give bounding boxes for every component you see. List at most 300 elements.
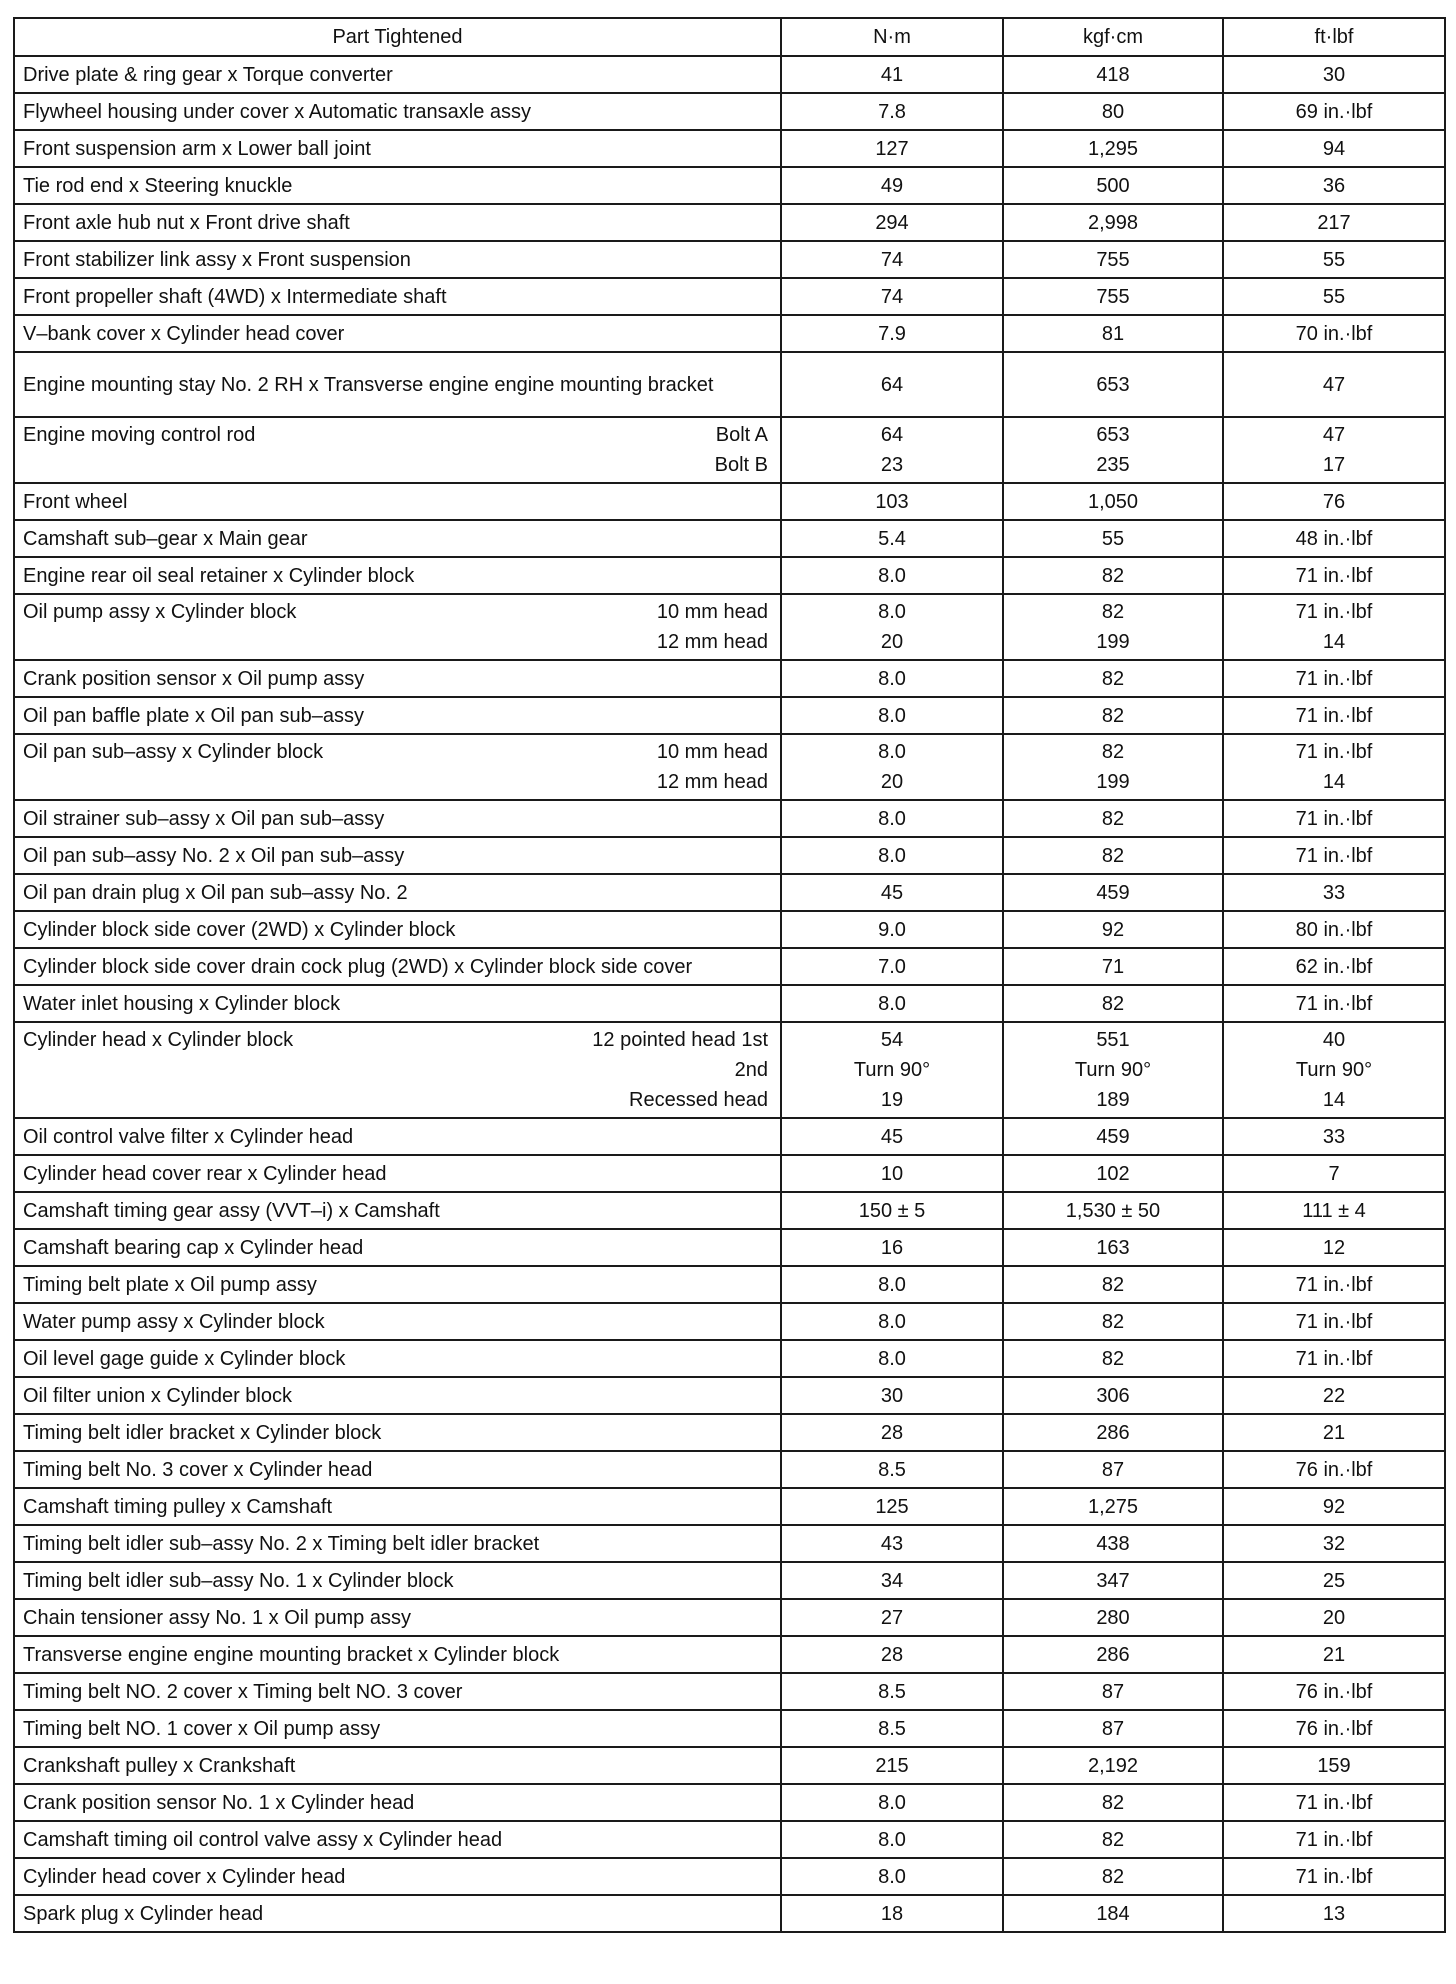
ftlbf-value: 71 in.·lbf	[1295, 1347, 1373, 1370]
part-name: Cylinder block side cover drain cock plug (2WD) x Cylinder block side cover	[23, 955, 693, 978]
part-cell	[14, 1747, 781, 1784]
ftlbf-cell	[1223, 1673, 1445, 1710]
kgfcm-cell	[1003, 594, 1223, 660]
ftlbf-cell	[1223, 130, 1445, 167]
ftlbf-value: 7	[1328, 1162, 1340, 1185]
ftlbf-value: 111 ± 4	[1302, 1199, 1366, 1222]
part-cell	[14, 697, 781, 734]
kgfcm-cell	[1003, 734, 1223, 800]
part-cell-content	[23, 1196, 768, 1226]
nm-cell	[781, 837, 1003, 874]
table-row	[14, 278, 1445, 315]
ftlbf-value: 48 in.·lbf	[1295, 527, 1373, 550]
table-row	[14, 948, 1445, 985]
kgfcm-value: 1,295	[1087, 137, 1139, 160]
part-name: Cylinder head x Cylinder block	[23, 1029, 294, 1051]
nm-value: 125	[875, 1495, 909, 1518]
header-nm: N·m	[781, 18, 1003, 56]
nm-value: 20	[880, 631, 904, 653]
part-name: Oil pan drain plug x Oil pan sub–assy No. 2	[23, 881, 408, 904]
nm-cell	[781, 1562, 1003, 1599]
kgfcm-cell	[1003, 1821, 1223, 1858]
part-name: Transverse engine engine mounting bracket x Cylinder block	[23, 1643, 560, 1666]
ftlbf-cell	[1223, 660, 1445, 697]
part-name: Camshaft timing oil control valve assy x Cylinder head	[23, 1828, 503, 1851]
part-cell-content	[23, 245, 768, 275]
part-cell	[14, 594, 781, 660]
kgfcm-cell	[1003, 167, 1223, 204]
part-name: Front suspension arm x Lower ball joint	[23, 137, 371, 160]
part-cell-content	[23, 1122, 768, 1152]
fastener-sublabels	[657, 597, 768, 657]
table-row	[14, 1192, 1445, 1229]
nm-value: 8.0	[878, 807, 906, 830]
nm-value: 8.0	[878, 564, 906, 587]
part-cell-content	[23, 1788, 768, 1818]
part-cell	[14, 1525, 781, 1562]
part-name: Chain tensioner assy No. 1 x Oil pump assy	[23, 1606, 411, 1629]
nm-value: 294	[875, 211, 909, 234]
ftlbf-cell	[1223, 911, 1445, 948]
part-name: Oil strainer sub–assy x Oil pan sub–assy	[23, 807, 385, 830]
part-name: Front wheel	[23, 490, 128, 513]
ftlbf-cell	[1223, 1340, 1445, 1377]
kgfcm-value: 235	[1096, 454, 1130, 476]
kgfcm-cell	[1003, 204, 1223, 241]
part-cell	[14, 520, 781, 557]
part-name: Water inlet housing x Cylinder block	[23, 992, 341, 1015]
nm-cell	[781, 1525, 1003, 1562]
nm-cell	[781, 1377, 1003, 1414]
fastener-sublabel: 10 mm head	[656, 741, 768, 763]
table-row	[14, 594, 1445, 660]
fastener-sublabels	[592, 1025, 768, 1115]
nm-value: 54	[880, 1029, 904, 1051]
part-cell-content	[23, 561, 768, 591]
part-cell-content	[23, 171, 768, 201]
fastener-sublabel: 12 pointed head 1st	[592, 1029, 768, 1051]
part-cell	[14, 800, 781, 837]
kgfcm-value: 82	[1101, 564, 1125, 587]
nm-cell	[781, 734, 1003, 800]
nm-value: 64	[880, 373, 904, 396]
part-name: Water pump assy x Cylinder block	[23, 1310, 325, 1333]
ftlbf-cell	[1223, 1414, 1445, 1451]
nm-value: 8.5	[878, 1680, 906, 1703]
kgfcm-value: 82	[1101, 704, 1125, 727]
part-name: Front axle hub nut x Front drive shaft	[23, 211, 350, 234]
ftlbf-value: 33	[1322, 1125, 1346, 1148]
table-row	[14, 1858, 1445, 1895]
part-name: Timing belt NO. 1 cover x Oil pump assy	[23, 1717, 381, 1740]
kgfcm-value: 82	[1101, 1273, 1125, 1296]
kgfcm-cell	[1003, 241, 1223, 278]
nm-value: 74	[880, 248, 904, 271]
kgfcm-value: 81	[1101, 322, 1125, 345]
part-cell	[14, 93, 781, 130]
part-cell-content	[23, 597, 768, 657]
table-row	[14, 1488, 1445, 1525]
kgfcm-cell	[1003, 837, 1223, 874]
ftlbf-value: 76 in.·lbf	[1295, 1717, 1373, 1740]
part-name: Camshaft bearing cap x Cylinder head	[23, 1236, 364, 1259]
kgfcm-cell	[1003, 1340, 1223, 1377]
table-row	[14, 1022, 1445, 1118]
part-cell	[14, 1340, 781, 1377]
part-cell	[14, 1155, 781, 1192]
part-cell-content	[23, 208, 768, 238]
kgfcm-value: 459	[1096, 881, 1130, 904]
part-cell-content	[23, 487, 768, 517]
nm-value: 8.0	[878, 1828, 906, 1851]
part-cell	[14, 1414, 781, 1451]
ftlbf-value: 69 in.·lbf	[1295, 100, 1373, 123]
kgfcm-value: 163	[1096, 1236, 1130, 1259]
ftlbf-value: 71 in.·lbf	[1295, 741, 1373, 763]
part-cell	[14, 837, 781, 874]
ftlbf-value: 14	[1322, 771, 1346, 793]
nm-value: 28	[880, 1643, 904, 1666]
kgfcm-value: 653	[1096, 373, 1130, 396]
kgfcm-cell	[1003, 697, 1223, 734]
part-cell-content	[23, 1307, 768, 1337]
kgfcm-value: 87	[1101, 1458, 1125, 1481]
fastener-sublabel: 2nd	[734, 1059, 768, 1081]
kgfcm-value: 1,275	[1087, 1495, 1139, 1518]
kgfcm-value: 55	[1101, 527, 1125, 550]
part-cell-content	[23, 420, 768, 480]
part-cell-content	[23, 282, 768, 312]
kgfcm-cell	[1003, 93, 1223, 130]
ftlbf-value: Turn 90°	[1295, 1059, 1373, 1081]
kgfcm-value: 653	[1096, 424, 1130, 446]
part-cell	[14, 167, 781, 204]
nm-value: 8.0	[878, 601, 906, 623]
kgfcm-value: 2,998	[1087, 211, 1139, 234]
kgfcm-value: 1,050	[1087, 490, 1139, 513]
table-row	[14, 167, 1445, 204]
kgfcm-value: 82	[1101, 667, 1125, 690]
part-name: Camshaft timing gear assy (VVT–i) x Camshaft	[23, 1199, 440, 1222]
nm-cell	[781, 278, 1003, 315]
part-cell	[14, 1266, 781, 1303]
kgfcm-cell	[1003, 483, 1223, 520]
nm-value: 28	[880, 1421, 904, 1444]
part-cell	[14, 1636, 781, 1673]
part-cell-content	[23, 1025, 768, 1115]
nm-value: 8.0	[878, 741, 906, 763]
ftlbf-value: 71 in.·lbf	[1295, 1865, 1373, 1888]
part-cell	[14, 352, 781, 417]
nm-value: 215	[875, 1754, 909, 1777]
part-cell	[14, 1192, 781, 1229]
kgfcm-value: 306	[1096, 1384, 1130, 1407]
nm-cell	[781, 1710, 1003, 1747]
ftlbf-cell	[1223, 1266, 1445, 1303]
fastener-sublabel: Bolt B	[714, 454, 768, 476]
part-cell-content	[23, 1640, 768, 1670]
part-name: Timing belt plate x Oil pump assy	[23, 1273, 317, 1296]
kgfcm-value: 1,530 ± 50	[1065, 1199, 1161, 1222]
kgfcm-cell	[1003, 1266, 1223, 1303]
part-cell	[14, 948, 781, 985]
ftlbf-cell	[1223, 1155, 1445, 1192]
nm-value: 43	[880, 1532, 904, 1555]
part-cell	[14, 1895, 781, 1932]
ftlbf-value: 40	[1322, 1029, 1346, 1051]
kgfcm-value: 280	[1096, 1606, 1130, 1629]
ftlbf-cell	[1223, 1451, 1445, 1488]
nm-cell	[781, 1192, 1003, 1229]
part-name: Timing belt idler sub–assy No. 1 x Cylinder block	[23, 1569, 454, 1592]
ftlbf-cell	[1223, 948, 1445, 985]
ftlbf-cell	[1223, 1562, 1445, 1599]
nm-value: 8.0	[878, 1310, 906, 1333]
nm-value: 8.0	[878, 1791, 906, 1814]
nm-cell	[781, 167, 1003, 204]
ftlbf-cell	[1223, 1821, 1445, 1858]
kgfcm-cell	[1003, 1525, 1223, 1562]
kgfcm-cell	[1003, 1192, 1223, 1229]
nm-cell	[781, 800, 1003, 837]
kgfcm-cell	[1003, 1414, 1223, 1451]
nm-value: 103	[875, 490, 909, 513]
table-row	[14, 1895, 1445, 1932]
ftlbf-value: 20	[1322, 1606, 1346, 1629]
kgfcm-value: 184	[1096, 1902, 1130, 1925]
table-row	[14, 1710, 1445, 1747]
ftlbf-cell	[1223, 417, 1445, 483]
part-cell-content	[23, 1455, 768, 1485]
ftlbf-value: 14	[1322, 1089, 1346, 1111]
part-cell-content	[23, 952, 768, 982]
ftlbf-value: 71 in.·lbf	[1295, 1273, 1373, 1296]
nm-value: 19	[880, 1089, 904, 1111]
nm-value: 49	[880, 174, 904, 197]
kgfcm-cell	[1003, 1599, 1223, 1636]
part-cell	[14, 1229, 781, 1266]
table-row	[14, 1155, 1445, 1192]
part-cell-content	[23, 701, 768, 731]
nm-cell	[781, 557, 1003, 594]
table-row	[14, 56, 1445, 93]
kgfcm-value: 82	[1101, 1865, 1125, 1888]
kgfcm-cell	[1003, 1118, 1223, 1155]
kgfcm-cell	[1003, 520, 1223, 557]
nm-cell	[781, 1414, 1003, 1451]
ftlbf-value: 17	[1322, 454, 1346, 476]
kgfcm-value: 82	[1101, 1791, 1125, 1814]
fastener-sublabel: Bolt A	[715, 424, 768, 446]
kgfcm-cell	[1003, 1784, 1223, 1821]
part-name: Engine moving control rod	[23, 424, 256, 446]
table-row	[14, 1747, 1445, 1784]
table-row	[14, 1562, 1445, 1599]
ftlbf-cell	[1223, 1229, 1445, 1266]
ftlbf-value: 14	[1322, 631, 1346, 653]
part-cell-content	[23, 370, 768, 400]
kgfcm-cell	[1003, 1710, 1223, 1747]
nm-cell	[781, 1022, 1003, 1118]
ftlbf-value: 71 in.·lbf	[1295, 564, 1373, 587]
part-name: Crankshaft pulley x Crankshaft	[23, 1754, 296, 1777]
part-name: Oil pan sub–assy x Cylinder block	[23, 741, 324, 763]
table-row	[14, 483, 1445, 520]
header-kgfcm: kgf·cm	[1003, 18, 1223, 56]
part-cell-content	[23, 1492, 768, 1522]
part-cell-content	[23, 1418, 768, 1448]
part-cell	[14, 874, 781, 911]
table-row	[14, 1784, 1445, 1821]
header-row	[14, 18, 1445, 56]
ftlbf-value: 71 in.·lbf	[1295, 1791, 1373, 1814]
ftlbf-cell	[1223, 56, 1445, 93]
table-row	[14, 1229, 1445, 1266]
part-cell-content	[23, 1233, 768, 1263]
nm-cell	[781, 1636, 1003, 1673]
kgfcm-cell	[1003, 800, 1223, 837]
ftlbf-cell	[1223, 874, 1445, 911]
ftlbf-cell	[1223, 1303, 1445, 1340]
part-cell	[14, 660, 781, 697]
kgfcm-cell	[1003, 417, 1223, 483]
part-name: Front stabilizer link assy x Front suspension	[23, 248, 411, 271]
ftlbf-cell	[1223, 93, 1445, 130]
part-cell	[14, 1303, 781, 1340]
nm-cell	[781, 1895, 1003, 1932]
table-row	[14, 985, 1445, 1022]
ftlbf-value: 71 in.·lbf	[1295, 844, 1373, 867]
table-row	[14, 837, 1445, 874]
part-cell	[14, 483, 781, 520]
part-cell-content	[23, 97, 768, 127]
ftlbf-value: 71 in.·lbf	[1295, 992, 1373, 1015]
nm-cell	[781, 1858, 1003, 1895]
nm-value: 8.0	[878, 1347, 906, 1370]
part-name: Oil level gage guide x Cylinder block	[23, 1347, 346, 1370]
ftlbf-value: 32	[1322, 1532, 1346, 1555]
kgfcm-cell	[1003, 1673, 1223, 1710]
part-cell-content	[23, 1159, 768, 1189]
ftlbf-cell	[1223, 520, 1445, 557]
table-row	[14, 1266, 1445, 1303]
part-cell	[14, 1118, 781, 1155]
part-cell	[14, 911, 781, 948]
kgfcm-cell	[1003, 1747, 1223, 1784]
part-cell	[14, 1488, 781, 1525]
ftlbf-value: 25	[1322, 1569, 1346, 1592]
part-name: Flywheel housing under cover x Automatic transaxle assy	[23, 100, 532, 123]
part-cell	[14, 557, 781, 594]
ftlbf-cell	[1223, 1710, 1445, 1747]
table-row	[14, 660, 1445, 697]
ftlbf-value: 71 in.·lbf	[1295, 807, 1373, 830]
fastener-sublabels	[715, 420, 768, 480]
nm-value: 30	[880, 1384, 904, 1407]
nm-value: 7.9	[878, 322, 906, 345]
nm-value: 23	[880, 454, 904, 476]
part-name: Camshaft timing pulley x Camshaft	[23, 1495, 333, 1518]
kgfcm-value: 102	[1096, 1162, 1130, 1185]
ftlbf-value: 21	[1322, 1421, 1346, 1444]
torque-spec-table	[13, 17, 1446, 1933]
nm-cell	[781, 315, 1003, 352]
ftlbf-value: 12	[1322, 1236, 1346, 1259]
ftlbf-cell	[1223, 1525, 1445, 1562]
kgfcm-value: 418	[1096, 63, 1130, 86]
kgfcm-value: 82	[1101, 992, 1125, 1015]
nm-cell	[781, 204, 1003, 241]
part-cell-content	[23, 524, 768, 554]
part-name: Oil pan baffle plate x Oil pan sub–assy	[23, 704, 364, 727]
ftlbf-value: 62 in.·lbf	[1295, 955, 1373, 978]
kgfcm-value: 92	[1101, 918, 1125, 941]
nm-cell	[781, 93, 1003, 130]
kgfcm-value: 755	[1096, 248, 1130, 271]
nm-value: 8.0	[878, 1273, 906, 1296]
nm-value: 20	[880, 771, 904, 793]
nm-cell	[781, 483, 1003, 520]
ftlbf-cell	[1223, 1599, 1445, 1636]
nm-cell	[781, 1784, 1003, 1821]
kgfcm-cell	[1003, 911, 1223, 948]
part-cell-content	[23, 1529, 768, 1559]
header-part-tightened: Part Tightened	[14, 18, 781, 56]
kgfcm-value: 286	[1096, 1421, 1130, 1444]
part-cell	[14, 56, 781, 93]
part-name: Oil pump assy x Cylinder block	[23, 601, 297, 623]
part-cell-content	[23, 664, 768, 694]
ftlbf-cell	[1223, 1784, 1445, 1821]
part-cell-content	[23, 915, 768, 945]
kgfcm-value: 199	[1096, 631, 1130, 653]
part-cell	[14, 1599, 781, 1636]
part-cell-content	[23, 1344, 768, 1374]
nm-value: 18	[880, 1902, 904, 1925]
nm-value: 8.0	[878, 667, 906, 690]
part-cell-content	[23, 134, 768, 164]
ftlbf-cell	[1223, 204, 1445, 241]
part-cell-content	[23, 737, 768, 797]
part-cell	[14, 985, 781, 1022]
part-cell	[14, 1022, 781, 1118]
table-row	[14, 1599, 1445, 1636]
fastener-sublabel: 12 mm head	[656, 631, 768, 653]
table-row	[14, 1673, 1445, 1710]
ftlbf-cell	[1223, 1636, 1445, 1673]
kgfcm-value: 82	[1101, 601, 1125, 623]
part-cell-content	[23, 1381, 768, 1411]
ftlbf-cell	[1223, 1022, 1445, 1118]
nm-cell	[781, 874, 1003, 911]
part-name: Front propeller shaft (4WD) x Intermediate shaft	[23, 285, 447, 308]
ftlbf-value: 47	[1322, 373, 1346, 396]
part-name: Cylinder block side cover (2WD) x Cylinder block	[23, 918, 456, 941]
kgfcm-value: 82	[1101, 844, 1125, 867]
kgfcm-cell	[1003, 352, 1223, 417]
part-name: Tie rod end x Steering knuckle	[23, 174, 293, 197]
kgfcm-cell	[1003, 948, 1223, 985]
ftlbf-cell	[1223, 1488, 1445, 1525]
nm-cell	[781, 660, 1003, 697]
part-cell	[14, 417, 781, 483]
part-name: Oil filter union x Cylinder block	[23, 1384, 292, 1407]
fastener-sublabel: Recessed head	[629, 1089, 768, 1111]
fastener-sublabel: 10 mm head	[656, 601, 768, 623]
nm-value: 8.0	[878, 704, 906, 727]
kgfcm-cell	[1003, 1229, 1223, 1266]
kgfcm-value: 189	[1096, 1089, 1130, 1111]
